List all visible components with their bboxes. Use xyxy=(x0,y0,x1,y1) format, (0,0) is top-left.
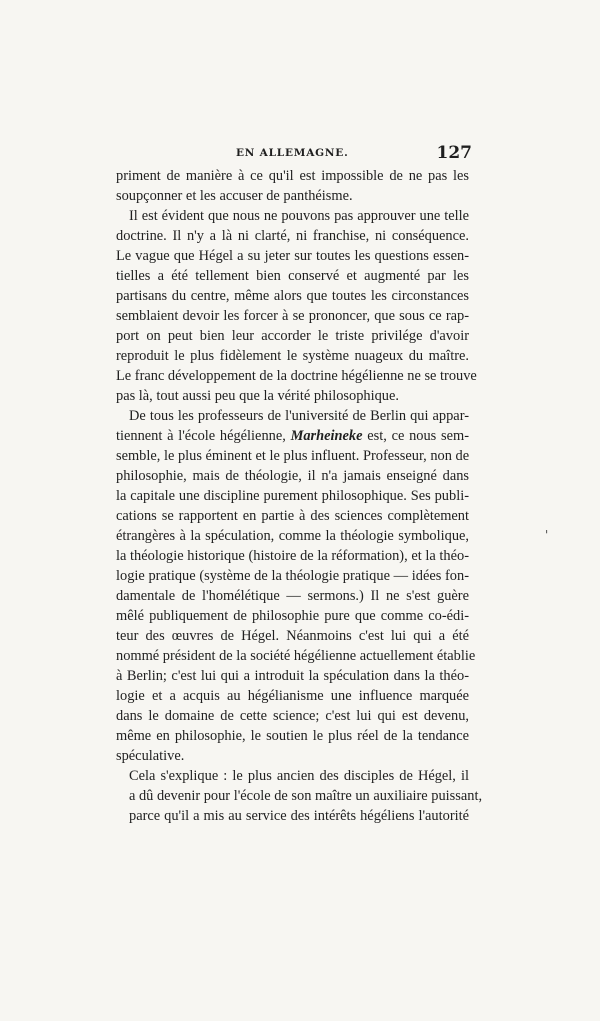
page-number: 127 xyxy=(436,143,472,163)
text-line xyxy=(116,426,469,446)
text-line: la capitale une discipline purement philosophique. Ses publi- xyxy=(116,488,469,504)
text-line: la théologie historique (histoire de la réformation), et la théo- xyxy=(116,548,469,564)
text-line: tielles a été tellement bien conservé et augmenté par les xyxy=(116,268,469,284)
text-line: spéculative. xyxy=(116,748,185,764)
margin-mark: ' xyxy=(545,528,549,542)
text-line: priment de manière à ce qu'il est impossible de ne pas les xyxy=(116,168,469,184)
text-line: Le vague que Hégel a su jeter sur toutes les questions essen- xyxy=(116,248,469,264)
text-line: De tous les professeurs de l'université de Berlin qui appar- xyxy=(129,408,469,424)
text-line: étrangères à la spéculation, comme la théologie symbolique, xyxy=(116,528,469,544)
paragraph xyxy=(116,766,483,826)
text-line: Il est évident que nous ne pouvons pas approuver une telle xyxy=(129,208,469,224)
paragraph xyxy=(116,206,477,406)
paragraph xyxy=(116,166,469,206)
text-line: à Berlin; c'est lui qui a introduit la spéculation dans la théo- xyxy=(116,668,469,684)
text-line: soupçonner et les accuser de panthéisme. xyxy=(116,188,353,204)
text-line: partisans du centre, même alors que toutes les circonstances xyxy=(116,288,469,304)
text-line: parce qu'il a mis au service des intérêts hégéliens l'autorité xyxy=(129,808,469,824)
text-line: doctrine. Il n'y a là ni clarté, ni franchise, ni conséquence. xyxy=(116,228,469,244)
text-line: logie et a acquis au hégélianisme une influence marquée xyxy=(116,688,469,704)
text-line: nommé président de la société hégélienne actuellement établie xyxy=(116,648,476,664)
text-line: damentale de l'homélétique — sermons.) Il ne s'est guère xyxy=(116,588,469,604)
text-line: dans le domaine de cette science; c'est lui qui est devenu, xyxy=(116,708,469,724)
text-line: teur des œuvres de Hégel. Néanmoins c'est lui qui a été xyxy=(116,628,469,644)
text-line: Cela s'explique : le plus ancien des disciples de Hégel, il xyxy=(129,768,469,784)
text-line: pas là, tout aussi peu que la vérité philosophique. xyxy=(116,388,399,404)
text-fragment: tiennent à l'école hégélienne, xyxy=(116,428,291,444)
text-line: cations se rapportent en partie à des sciences complètement xyxy=(116,508,469,524)
text-line: mêlé publiquement de philosophie pure que comme co-édi- xyxy=(116,608,469,624)
text-line: logie pratique (système de la théologie pratique — idées fon- xyxy=(116,568,469,584)
text-fragment: est, ce nous sem- xyxy=(362,428,469,444)
page-header xyxy=(118,143,472,167)
body-text xyxy=(116,166,483,826)
paragraph xyxy=(116,406,476,766)
text-line: philosophie, mais de théologie, il n'a jamais enseigné dans xyxy=(116,468,469,484)
text-line: même en philosophie, le soutien le plus réel de la tendance xyxy=(116,728,469,744)
author-name: Marheineke xyxy=(290,428,363,444)
text-line: reproduit le plus fidèlement le système nuageux du maître. xyxy=(116,348,469,364)
text-line: a dû devenir pour l'école de son maître un auxiliaire puissant, xyxy=(129,788,483,804)
text-line: semblaient devoir les forcer à se prononcer, que sous ce rap- xyxy=(116,308,469,324)
running-head: EN ALLEMAGNE. xyxy=(236,147,349,159)
text-line: semble, le plus éminent et le plus influent. Professeur, non de xyxy=(116,448,470,464)
text-line: port on peut bien leur accorder le triste privilége d'avoir xyxy=(116,328,469,344)
text-line: Le franc développement de la doctrine hégélienne ne se trouve xyxy=(116,368,477,384)
